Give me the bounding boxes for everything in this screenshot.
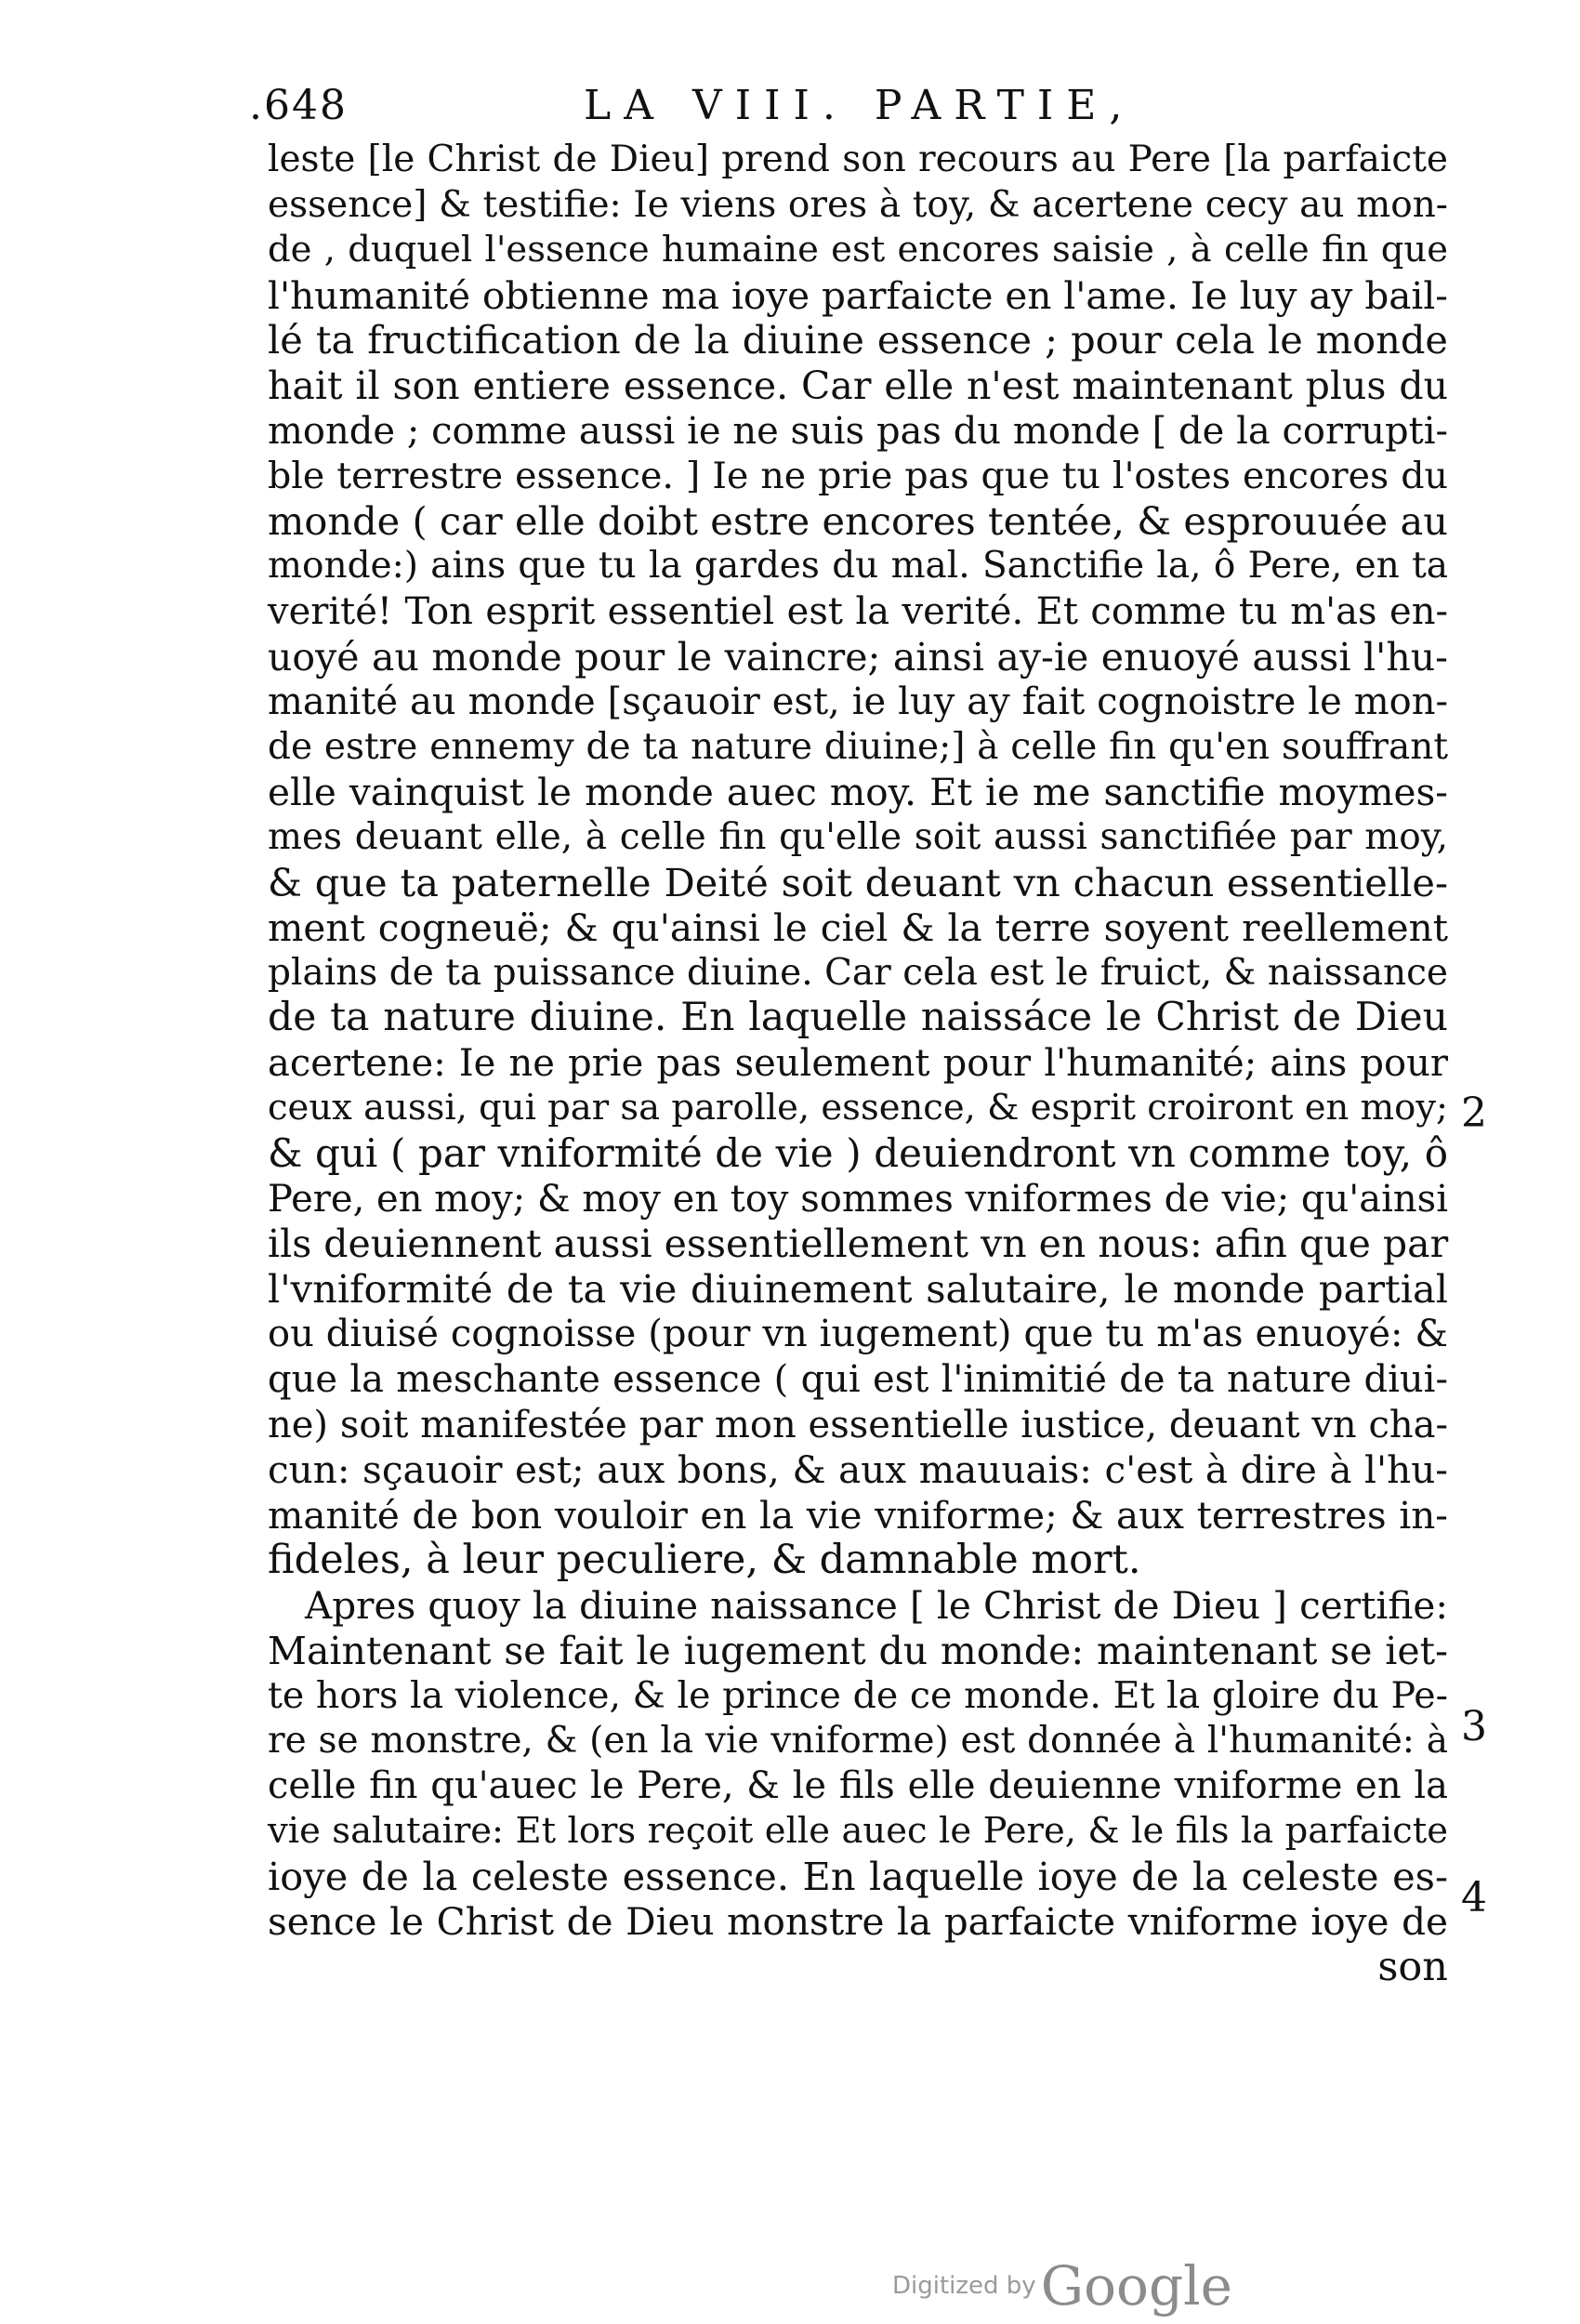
text-line: hait il son entiere essence. Car elle n'est maintenant plus du bbox=[268, 363, 1448, 408]
text-line: ne) soit manifestée par mon essentielle iustice, deuant vn cha- bbox=[268, 1403, 1448, 1446]
text-line: Maintenant se fait le iugement du monde: maintenant se iet- bbox=[268, 1628, 1448, 1673]
page-number: .648 bbox=[249, 82, 348, 129]
text-line: fideles, à leur peculiere, & damnable mort. bbox=[268, 1537, 1141, 1584]
text-line: leste [le Christ de Dieu] prend son recours au Pere [la parfaicte bbox=[268, 139, 1448, 180]
text-line: cun: sçauoir est; aux bons, & aux mauuais: c'est à dire à l'hu- bbox=[268, 1447, 1448, 1493]
text-line: te hors la violence, & le prince de ce monde. Et la gloire du Pe- bbox=[268, 1674, 1448, 1718]
text-line: manité au monde [sçauoir est, ie luy ay fait cognoistre le mon- bbox=[268, 680, 1448, 724]
text-line: elle vainquist le monde auec moy. Et ie me sanctifie moymes- bbox=[268, 770, 1448, 815]
text-line: de ta nature diuine. En laquelle naissáce le Christ de Dieu bbox=[268, 995, 1448, 1041]
text-line: plains de ta puissance diuine. Car cela est le fruict, & naissance bbox=[268, 951, 1448, 994]
text-line: monde ; comme aussi ie ne suis pas du monde [ de la corrupti- bbox=[268, 409, 1448, 453]
google-watermark bbox=[892, 2254, 1232, 2317]
text-line: & que ta paternelle Deité soit deuant vn chacun essentielle- bbox=[268, 859, 1448, 905]
text-line: ils deuiennent aussi essentiellement vn en nous: afin que par bbox=[268, 1221, 1449, 1267]
text-line: monde ( car elle doibt estre encores tentée, & esprouuée au bbox=[268, 497, 1448, 544]
text-line: de estre ennemy de ta nature diuine;] à celle fin qu'en souffrant bbox=[268, 725, 1448, 768]
text-line: ceux aussi, qui par sa parolle, essence, & esprit croiront en moy; bbox=[268, 1087, 1448, 1129]
catchword: son bbox=[1377, 1943, 1448, 1990]
text-line: que la meschante essence ( qui est l'inimitié de ta nature diui- bbox=[268, 1358, 1448, 1402]
margin-number: 2 bbox=[1461, 1089, 1487, 1137]
text-line: acertene: Ie ne prie pas seulement pour l'humanité; ains pour bbox=[268, 1041, 1448, 1085]
text-line: l'vniformité de ta vie diuinement salutaire, le monde partial bbox=[268, 1265, 1448, 1312]
text-line: manité de bon vouloir en la vie vniforme; & aux terrestres in- bbox=[268, 1492, 1448, 1538]
text-line: l'humanité obtienne ma ioye parfaicte en l'ame. Ie luy ay bail- bbox=[268, 272, 1448, 318]
text-line: de , duquel l'essence humaine est encores saisie , à celle fin que bbox=[268, 229, 1448, 271]
page-header bbox=[249, 82, 1448, 138]
text-line: ment cogneuë; & qu'ainsi le ciel & la terre soyent reellement bbox=[268, 905, 1448, 951]
text-line: verité! Ton esprit essentiel est la verité. Et comme tu m'as en- bbox=[268, 589, 1448, 633]
text-line: ou diuisé cognoisse (pour vn iugement) que tu m'as enuoyé: & bbox=[268, 1313, 1448, 1356]
text-line: vie salutaire: Et lors reçoit elle auec le Pere, & le fils la parfaicte bbox=[268, 1809, 1448, 1852]
running-title: LA VIII. PARTIE, bbox=[584, 82, 1136, 129]
margin-number: 4 bbox=[1461, 1874, 1487, 1921]
text-line: sence le Christ de Dieu monstre la parfaicte vniforme ioye de bbox=[268, 1899, 1448, 1945]
text-line: mes deuant elle, à celle fin qu'elle soit aussi sanctifiée par moy, bbox=[268, 815, 1448, 858]
text-line: & qui ( par vniformité de vie ) deuiendront vn comme toy, ô bbox=[268, 1130, 1448, 1177]
text-line: essence] & testifie: Ie viens ores à toy, & acertene cecy au mon- bbox=[268, 183, 1448, 226]
margin-number: 3 bbox=[1461, 1703, 1487, 1750]
text-line: monde:) ains que tu la gardes du mal. Sanctifie la, ô Pere, en ta bbox=[268, 545, 1448, 588]
digitized-by-label: Digitized by bbox=[892, 2272, 1036, 2300]
google-logo: Google bbox=[1040, 2254, 1232, 2317]
text-line: celle fin qu'auec le Pere, & le fils elle deuienne vniforme en la bbox=[268, 1764, 1448, 1808]
text-line: re se monstre, & (en la vie vniforme) est donnée à l'humanité: à bbox=[268, 1719, 1448, 1762]
text-line: Apres quoy la diuine naissance [ le Christ de Dieu ] certifie: bbox=[305, 1583, 1448, 1628]
text-line: Pere, en moy; & moy en toy sommes vniformes de vie; qu'ainsi bbox=[268, 1177, 1448, 1221]
text-line: ble terrestre essence. ] Ie ne prie pas que tu l'ostes encores du bbox=[268, 455, 1448, 498]
text-line: ioye de la celeste essence. En laquelle ioye de la celeste es- bbox=[268, 1853, 1448, 1899]
body-text bbox=[268, 138, 1448, 1989]
text-line: uoyé au monde pour le vaincre; ainsi ay-ie enuoyé aussi l'hu- bbox=[268, 634, 1448, 680]
text-line: lé ta fructification de la diuine essence ; pour cela le monde bbox=[268, 317, 1448, 363]
